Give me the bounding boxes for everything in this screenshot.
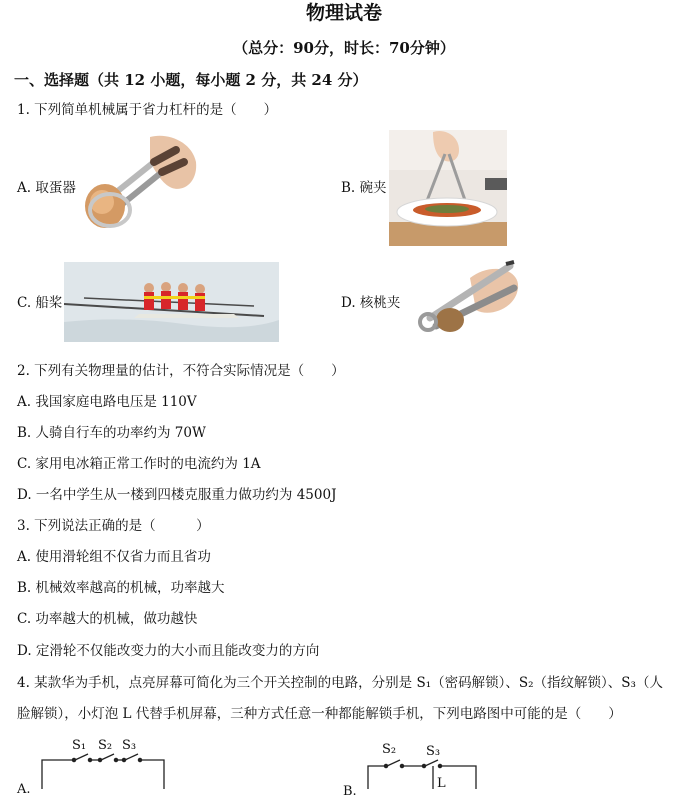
- question-1-stem: 1. 下列简单机械属于省力杠杆的是（ ）: [17, 102, 278, 118]
- circuit-a-option-label: A.: [17, 782, 31, 797]
- question-2-option-c: C. 家用电冰箱正常工作时的电流约为 1A: [17, 456, 261, 472]
- circuit-a-s2-label: S₂: [98, 738, 113, 753]
- circuit-b-option-label: B.: [343, 784, 357, 799]
- circuit-diagram-a: [14, 734, 194, 797]
- question-3-stem: 3. 下列说法正确的是（ ）: [17, 518, 210, 534]
- circuit-a-s3-label: S₃: [122, 738, 137, 753]
- question-2-option-a: A. 我国家庭电路电压是 110V: [17, 394, 197, 410]
- question-3-option-a: A. 使用滑轮组不仅省力而且省功: [17, 549, 211, 565]
- question-1-option-d: D. 核桃夹: [341, 295, 401, 311]
- egg-tongs-image: [80, 132, 198, 242]
- bowl-clip-image: [389, 130, 507, 246]
- question-4-stem-line2: 脸解锁），小灯泡 L 代替手机屏幕，三种方式任意一种都能解锁手机，下列电路图中可能的是（ ）: [17, 706, 622, 722]
- rowing-oar-image: [64, 262, 279, 342]
- question-2-option-b: B. 人骑自行车的功率约为 70W: [17, 425, 206, 441]
- exam-subtitle: （总分：90分，时长：70分钟）: [233, 39, 455, 57]
- circuit-b-s3-label: S₃: [426, 744, 441, 759]
- question-1-option-a: A. 取蛋器: [17, 180, 76, 196]
- question-1-option-c: C. 船桨: [17, 295, 63, 311]
- exam-title: 物理试卷: [305, 2, 382, 24]
- nutcracker-image: [410, 258, 522, 342]
- circuit-b-lamp-label: L: [437, 776, 446, 791]
- question-2-stem: 2. 下列有关物理量的估计，不符合实际情况是（ ）: [17, 363, 345, 379]
- question-3-option-c: C. 功率越大的机械，做功越快: [17, 611, 198, 627]
- question-3-option-d: D. 定滑轮不仅能改变力的大小而且能改变力的方向: [17, 643, 320, 659]
- circuit-diagram-b: [340, 734, 500, 799]
- question-2-option-d: D. 一名中学生从一楼到四楼克服重力做功约为 4500J: [17, 487, 337, 503]
- question-3-option-b: B. 机械效率越高的机械，功率越大: [17, 580, 225, 596]
- circuit-a-s1-label: S₁: [72, 738, 87, 753]
- section-heading: 一、选择题（共 12 小题，每小题 2 分，共 24 分）: [14, 71, 368, 89]
- question-1-option-b: B. 碗夹: [341, 180, 387, 196]
- circuit-b-s2-label: S₂: [382, 742, 397, 757]
- question-4-stem-line1: 4. 某款华为手机，点亮屏幕可简化为三个开关控制的电路，分别是 S₁（密码解锁）、S₂（指纹解锁）、S₃（人: [17, 675, 663, 691]
